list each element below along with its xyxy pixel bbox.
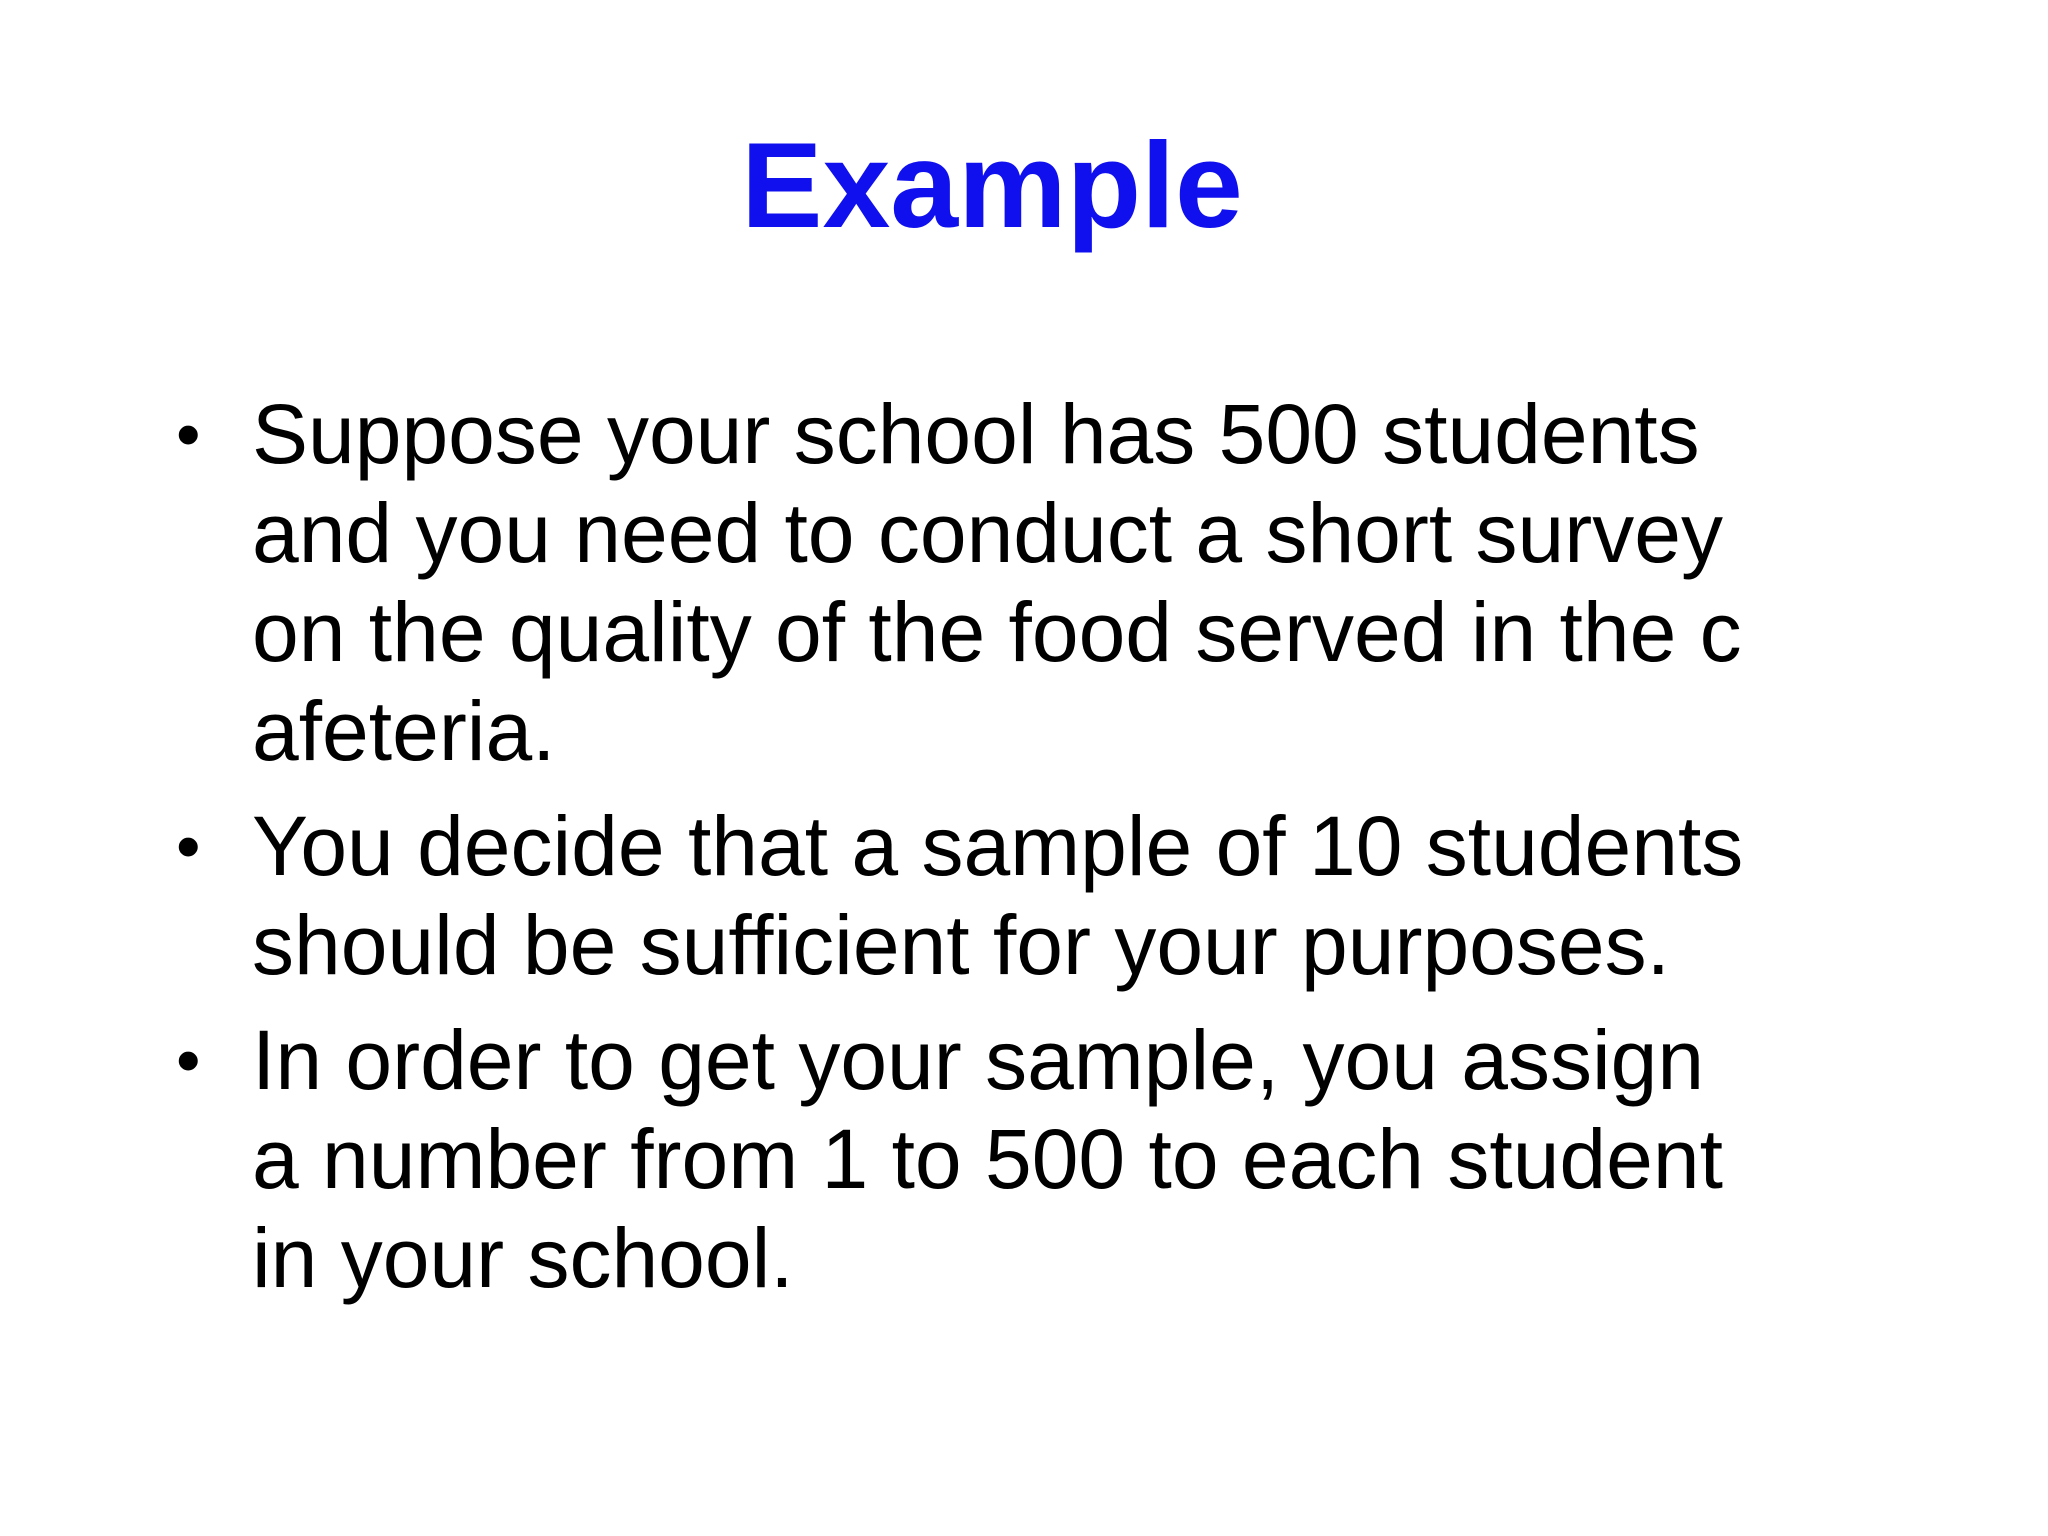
bullet-text-line: You decide that a sample of 10 students xyxy=(252,799,1744,893)
bullet-text-line: in your school. xyxy=(252,1211,794,1305)
bullet-text-line: and you need to conduct a short survey xyxy=(252,486,1723,580)
bullet-text-line: afeteria. xyxy=(252,684,556,778)
bullet-text-line: In order to get your sample, you assign xyxy=(252,1013,1705,1107)
bullet-dot-icon: • xyxy=(176,1021,201,1099)
bullet-dot-icon: • xyxy=(176,395,201,473)
bullet-item xyxy=(168,385,1888,781)
bullet-item xyxy=(168,1011,1888,1308)
bullet-list xyxy=(168,385,1888,1324)
bullet-text-line: Suppose your school has 500 students xyxy=(252,387,1700,481)
bullet-text-line: a number from 1 to 500 to each student xyxy=(252,1112,1723,1206)
bullet-dot-icon: • xyxy=(176,807,201,885)
bullet-text-line: should be sufficient for your purposes. xyxy=(252,898,1670,992)
slide-title: Example xyxy=(741,117,1243,253)
bullet-item xyxy=(168,797,1888,995)
bullet-text-line: on the quality of the food served in the c xyxy=(252,585,1742,679)
